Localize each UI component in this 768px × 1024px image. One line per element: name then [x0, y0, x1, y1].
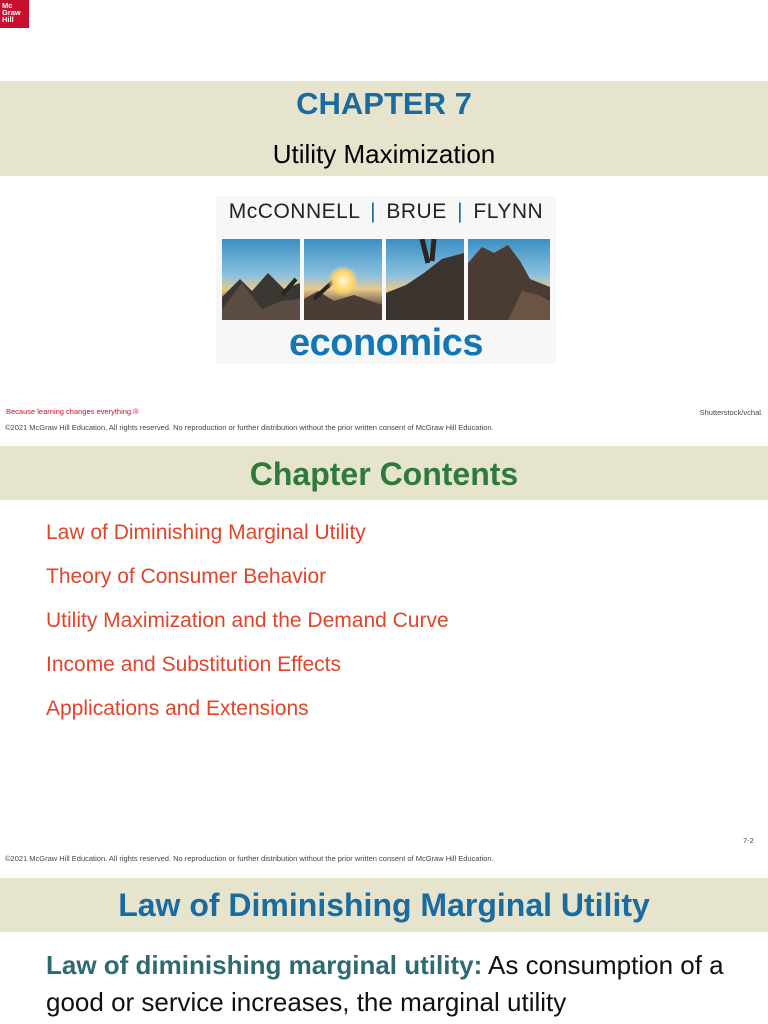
- copyright-notice: ©2021 McGraw Hill Education. All rights reserved. No reproduction or further distribution without the prior written consent of McGraw Hill Education.: [5, 423, 494, 432]
- author-name: BRUE: [386, 200, 447, 223]
- author-name: FLYNN: [473, 200, 544, 223]
- cover-photo-panel: [468, 239, 550, 320]
- logo-line: Mc: [2, 1, 13, 10]
- contents-list: [46, 519, 449, 739]
- image-credit: Shutterstock/vchal.: [699, 408, 763, 417]
- section-heading: Law of Diminishing Marginal Utility: [118, 887, 650, 923]
- cover-photo-panel: [222, 239, 300, 320]
- rock-peak-icon: [468, 239, 550, 320]
- climber-silhouette-icon: [386, 239, 464, 320]
- definition-paragraph: [46, 947, 726, 1021]
- brand-tagline: Because learning changes everything.®: [6, 407, 139, 416]
- contents-item[interactable]: Utility Maximization and the Demand Curve: [46, 609, 449, 632]
- book-subject: economics: [288, 322, 484, 364]
- copyright-notice: ©2021 McGraw Hill Education. All rights reserved. No reproduction or further distribution without the prior written consent of McGraw Hill Education.: [5, 854, 494, 863]
- author-name: McCONNELL: [228, 200, 360, 223]
- definition-text: As consumption of a good or service increases, the marginal utility: [46, 950, 724, 1017]
- definition-term: Law of diminishing marginal utility:: [46, 950, 483, 980]
- cover-photo-panel: [386, 239, 464, 320]
- logo-line: Graw: [2, 8, 21, 17]
- sun-glow: [328, 266, 358, 296]
- mountain-silhouette-icon: [222, 239, 300, 320]
- contents-item[interactable]: Applications and Extensions: [46, 697, 309, 720]
- chapter-title: Utility Maximization: [272, 139, 496, 169]
- contents-item[interactable]: Law of Diminishing Marginal Utility: [46, 521, 366, 544]
- logo-line: Hill: [2, 15, 14, 24]
- book-cover: [216, 196, 556, 364]
- mcgraw-hill-logo: [0, 0, 29, 28]
- chapter-label: CHAPTER 7: [296, 86, 472, 121]
- contents-heading: Chapter Contents: [249, 456, 519, 492]
- book-authors: [216, 200, 556, 224]
- author-separator: |: [370, 200, 377, 223]
- contents-item[interactable]: Theory of Consumer Behavior: [46, 565, 327, 588]
- cover-photo-panel: [304, 239, 382, 320]
- page-number: 7-2: [743, 836, 754, 845]
- contents-item[interactable]: Income and Substitution Effects: [46, 653, 341, 676]
- author-separator: |: [457, 200, 464, 223]
